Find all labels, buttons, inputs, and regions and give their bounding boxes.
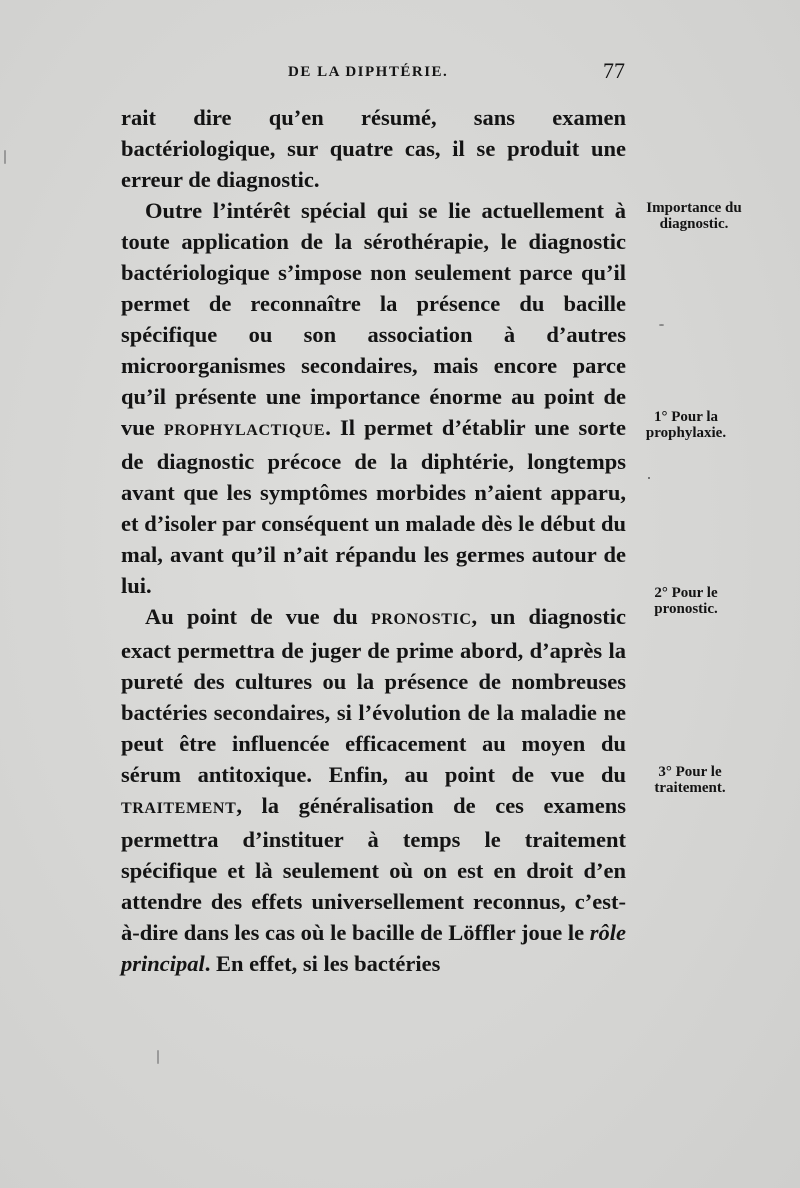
paragraph-3-text-d: . En effet, si les bactéries xyxy=(204,951,441,976)
page-header xyxy=(120,58,625,84)
role-principal-italic: rôle principal xyxy=(121,920,626,976)
page-number: 77 xyxy=(603,58,625,83)
margin-note-importance xyxy=(634,200,754,232)
margin-note-importance-line2: diagnostic. xyxy=(659,216,729,232)
page-blemish xyxy=(4,150,6,164)
body-text xyxy=(121,102,626,979)
paragraph-1 xyxy=(121,102,626,195)
paragraph-3 xyxy=(121,601,626,979)
page-blemish xyxy=(648,477,650,479)
margin-note-pronostic-line1: 2° Pour le xyxy=(654,585,718,601)
margin-note-traitement-line1: 3° Pour le xyxy=(658,764,722,780)
margin-note-prophylaxie xyxy=(626,409,746,441)
pronostic-smallcaps: PRONOSTIC xyxy=(370,611,472,628)
paragraph-2-text-a: Outre l’intérêt spécial qui se lie actuellement à toute application de la sérothérapie, le diagnostic bactériologique s’impose non seulement parce qu’il permet de reconnaître la présence du bacille spécifique ou son association à d’autres microorganismes secondaires, mais encore parce qu’il présente une importance énorme au point de vue xyxy=(121,198,626,440)
paragraph-3-text-a: Au point de vue du xyxy=(145,604,371,629)
paragraph-3-text-c: , la généralisation de ces examens permettra d’instituer à temps le traitement spécifique et là seulement où on est en droit d’en attendre des effets universellement reconnus, c’est-à-dire dans les cas où le bacille de Löffler joue le xyxy=(121,793,626,945)
margin-note-importance-line1: Importance du xyxy=(646,200,742,216)
margin-note-traitement-line2: traitement. xyxy=(654,780,726,796)
paragraph-3-text-b: , un diagnostic exact permettra de juger de prime abord, d’après la pureté des cultures ou la présence de nombreuses bactéries secondaires, si l’évolution de la maladie ne peut être influencée efficacement au moyen du sérum antitoxique. Enfin, au point de vue du xyxy=(121,604,627,787)
paragraph-2 xyxy=(121,195,626,601)
page-blemish xyxy=(157,1050,159,1064)
running-head: DE LA DIPHTÉRIE. xyxy=(288,64,449,80)
margin-note-pronostic-line2: pronostic. xyxy=(654,601,718,617)
prophylactique-smallcaps: PROPHYLACTIQUE xyxy=(163,422,326,439)
paragraph-1-text: rait dire qu’en résumé, sans examen bactériologique, sur quatre cas, il se produit une erreur de diagnostic. xyxy=(121,105,626,192)
margin-note-prophylaxie-line2: prophylaxie. xyxy=(645,425,727,441)
margin-note-prophylaxie-line1: 1° Pour la xyxy=(653,409,719,425)
page-blemish xyxy=(659,324,664,326)
margin-note-pronostic xyxy=(626,585,746,617)
margin-note-traitement xyxy=(630,764,750,796)
traitement-smallcaps: TRAITEMENT xyxy=(121,800,237,817)
paragraph-2-text-b: . Il permet d’établir une sorte de diagnostic précoce de la diphtérie, longtemps avant que les symptômes morbides n’aient apparu, et d’isoler par conséquent un malade dès le début du mal, avant qu’il n’ait répandu les germes autour de lui. xyxy=(121,415,626,598)
